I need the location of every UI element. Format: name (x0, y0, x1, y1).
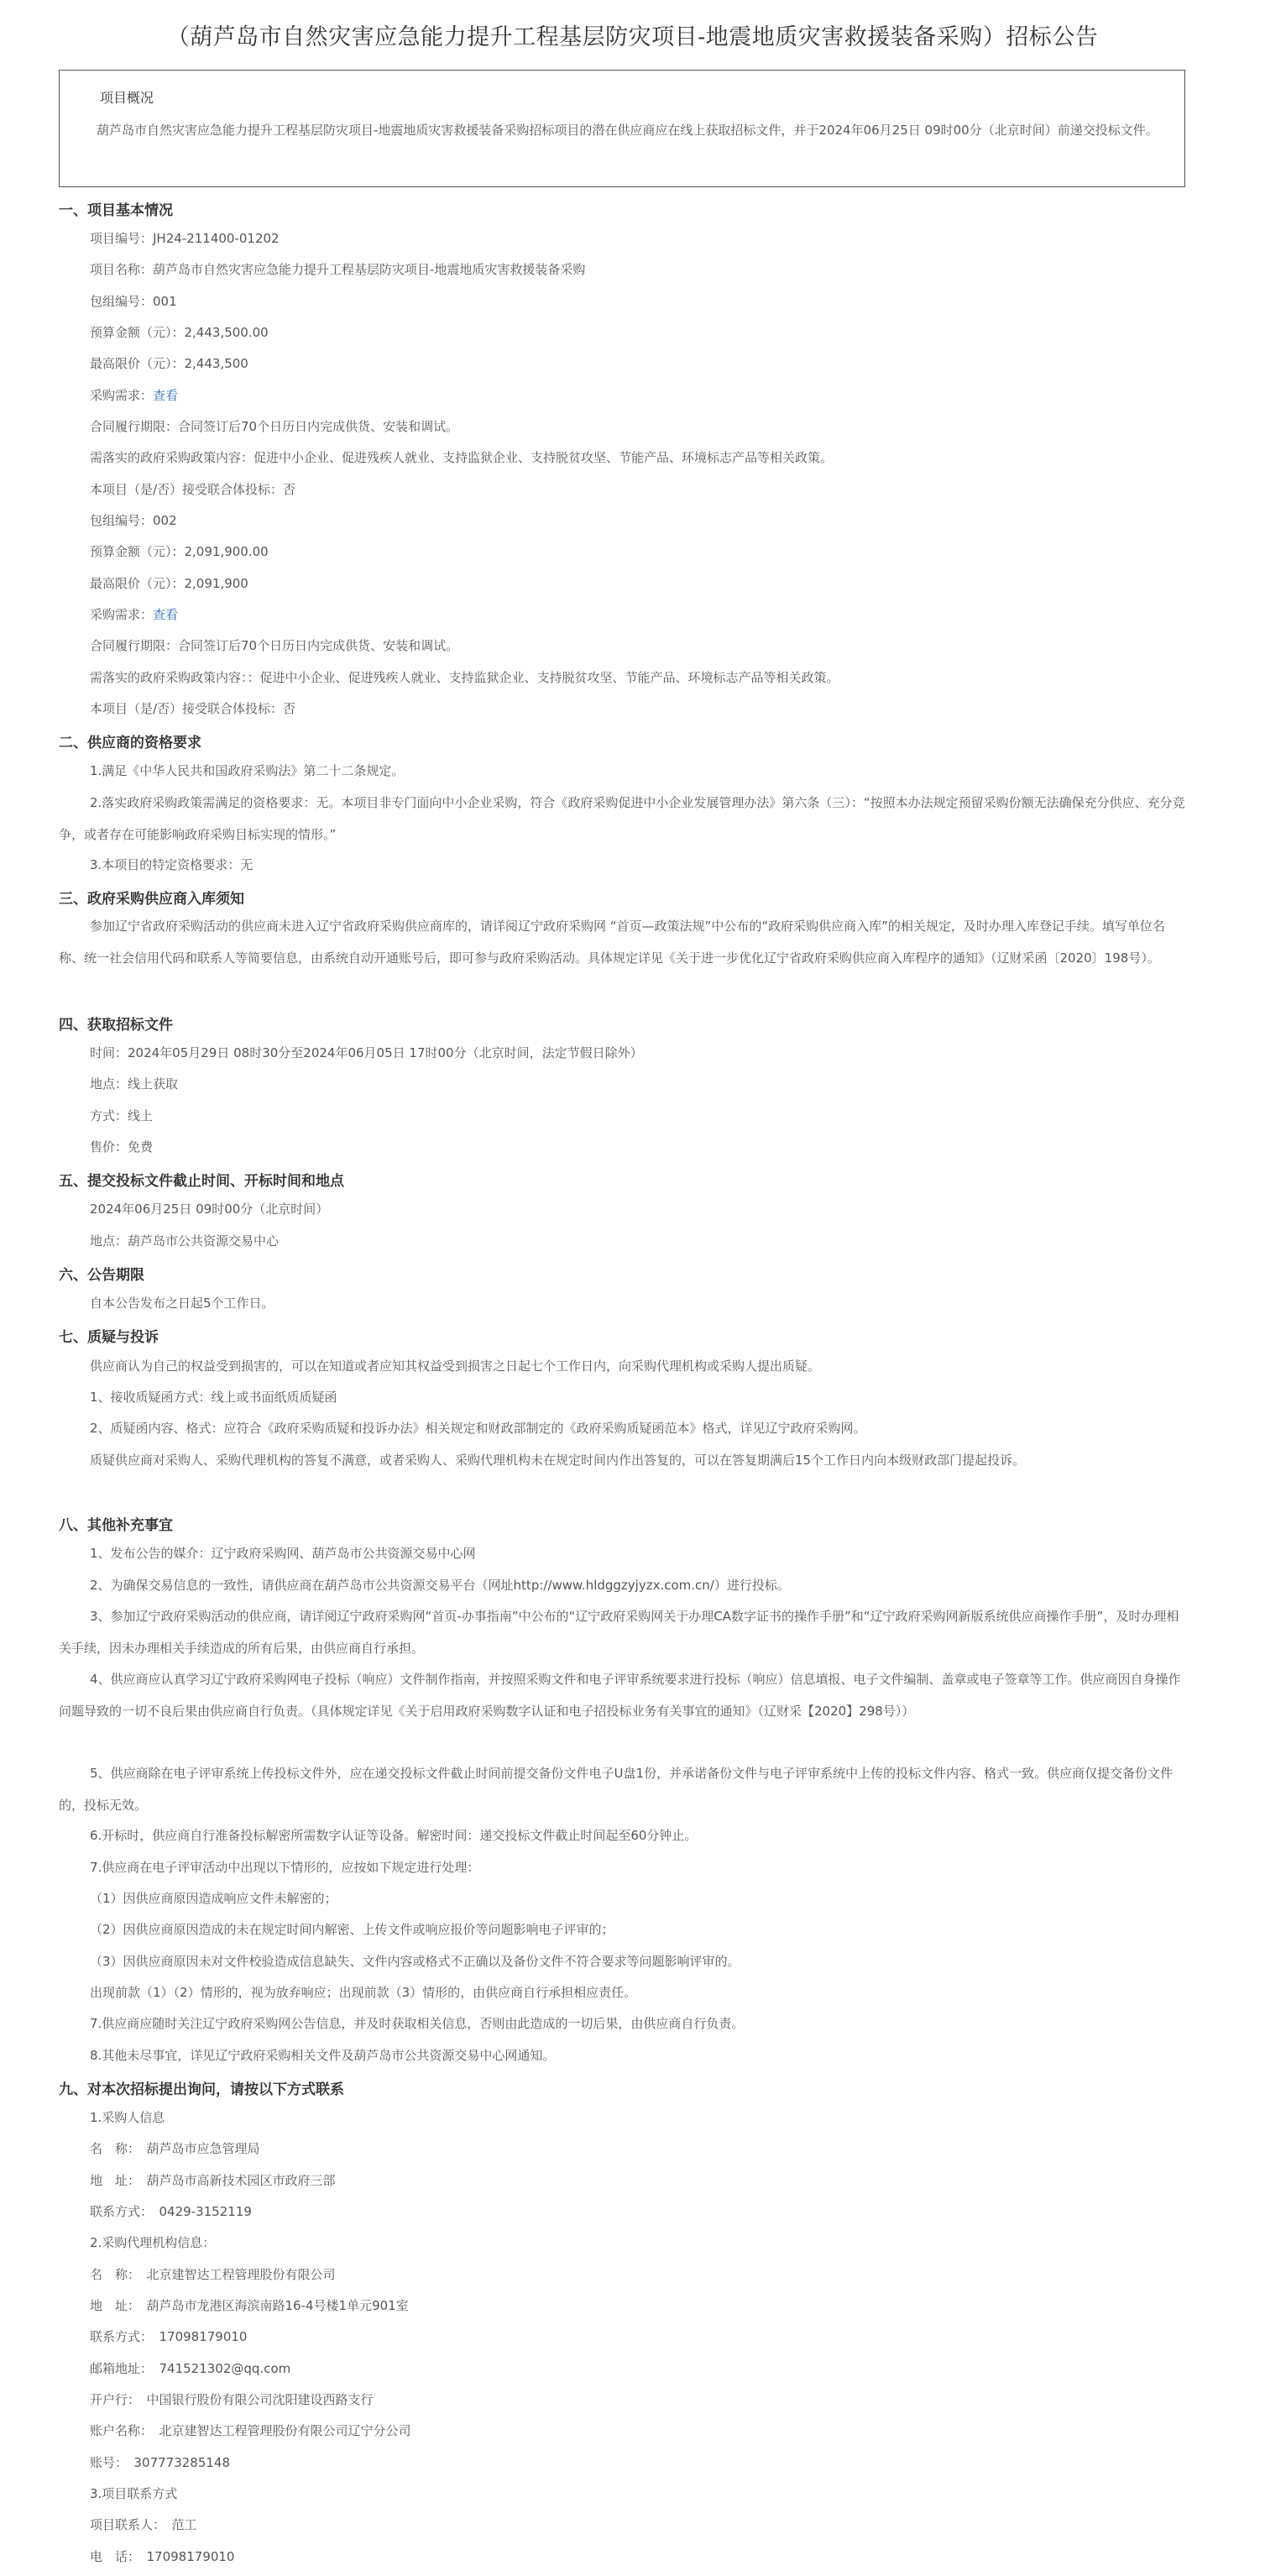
agent-account-number: 账号： 307773285148 (90, 2455, 231, 2470)
package-1-demand-link[interactable]: 查看 (153, 388, 179, 403)
package-1-demand (90, 386, 178, 404)
contact-info-title: 3.项目联系方式 (90, 2486, 178, 2501)
complaint-intro: 供应商认为自己的权益受到损害的，可以在知道或者应知其权益受到损害之日起七个工作日内，向采购代理机构或采购人提出质疑。 (90, 1359, 821, 1374)
agent-phone: 联系方式： 17098179010 (90, 2329, 248, 2344)
supplementary-item-7: 7.供应商在电子评审活动中出现以下情形的，应按如下规定进行处理： (90, 1860, 480, 1875)
complaint-item-2: 2、质疑函内容、格式：应符合《政府采购质疑和投诉办法》相关规定和财政部制定的《政府采购质疑函范本》格式，详见辽宁政府采购网。 (90, 1421, 866, 1436)
package-1-number: 包组编号：001 (90, 294, 177, 309)
supplementary-item-7b: 7.供应商应随时关注辽宁政府采购网公告信息，并及时获取相关信息，否则由此造成的一切后果，由供应商自行负责。 (90, 2016, 745, 2031)
package-1-max-price: 最高限价（元）：2,443,500 (90, 356, 248, 371)
buyer-address: 地 址： 葫芦岛市高新技术园区市政府三部 (90, 2173, 336, 2188)
package-2-max-price: 最高限价（元）：2,091,900 (90, 576, 248, 591)
supplementary-item-4: 4、供应商应认真学习辽宁政府采购网电子投标（响应）文件制作指南，并按照采购文件和电子评审系统要求进行投标（响应）信息填报、电子文件编制、盖章或电子签章等工作。供应商因自身操作问题导致的一切不良后果由供应商自行负责。（具体规定详见《关于启用政府采购数字认证和电子招投标业务有关事宜的通知》（辽财采【2020】298号）） (59, 1672, 1181, 1719)
complaint-escalation: 质疑供应商对采购人、采购代理机构的答复不满意，或者采购人、采购代理机构未在规定时间内作出答复的，可以在答复期满后15个工作日内向本级财政部门提起投诉。 (90, 1453, 1026, 1468)
section-3-heading: 三、政府采购供应商入库须知 (59, 891, 244, 908)
package-2-budget: 预算金额（元）：2,091,900.00 (90, 544, 269, 559)
project-number: 项目编号：JH24-211400-01202 (90, 231, 280, 246)
agent-address: 地 址： 葫芦岛市龙港区海滨南路16-4号楼1单元901室 (90, 2298, 409, 2313)
project-overview-box (59, 70, 1185, 187)
supplementary-item-8: 8.其他未尽事宜，详见辽宁政府采购相关文件及葫芦岛市公共资源交易中心网通知。 (90, 2048, 556, 2063)
supplementary-sub-2: （2）因供应商原因造成的未在规定时间内解密、上传文件或响应报价等问题影响电子评审的； (90, 1922, 614, 1937)
section-7-heading: 七、质疑与投诉 (59, 1329, 159, 1346)
buyer-name: 名 称： 葫芦岛市应急管理局 (90, 2141, 260, 2156)
supplementary-note: 出现前款（1）（2）情形的，视为放弃响应；出现前款（3）情形的，由供应商自行承担相应责任。 (90, 1985, 637, 2000)
complaint-item-1: 1、接收质疑函方式：线上或书面纸质质疑函 (90, 1390, 337, 1405)
project-name: 项目名称：葫芦岛市自然灾害应急能力提升工程基层防灾项目-地震地质灾害救援装备采购 (90, 262, 586, 277)
agent-account-name: 账户名称： 北京建智达工程管理股份有限公司辽宁分公司 (90, 2423, 411, 2438)
contact-person: 项目联系人： 范工 (90, 2517, 197, 2532)
supplementary-sub-3: （3）因供应商原因未对文件校验造成信息缺失、文件内容或格式不正确以及备份文件不符合要求等问题影响评审的。 (90, 1954, 740, 1969)
announcement-period: 自本公告发布之日起5个工作日。 (90, 1296, 274, 1311)
agent-bank: 开户行： 中国银行股份有限公司沈阳建设西路支行 (90, 2392, 374, 2407)
package-2-contract-period: 合同履行期限：合同签订后70个日历日内完成供货、安装和调试。 (90, 638, 459, 653)
buyer-phone: 联系方式： 0429-3152119 (90, 2204, 252, 2219)
buyer-info-title: 1.采购人信息 (90, 2110, 165, 2125)
agent-email: 邮箱地址： 741521302@qq.com (90, 2361, 291, 2376)
package-2-policy: 需落实的政府采购政策内容：：促进中小企业、促进残疾人就业、支持监狱企业、支持脱贫攻坚、节能产品、环境标志产品等相关政策。 (90, 670, 839, 685)
supplementary-sub-1: （1）因供应商原因造成响应文件未解密的； (90, 1891, 337, 1906)
package-1-budget: 预算金额（元）：2,443,500.00 (90, 325, 269, 340)
supplementary-item-3: 3、参加辽宁政府采购活动的供应商，请详阅辽宁政府采购网“首页-办事指南”中公布的“辽宁政府采购网关于办理CA数字证书的操作手册”和“辽宁政府采购网新版系统供应商操作手册”，及时办理相关手续，因未办理相关手续造成的所有后果，由供应商自行承担。 (59, 1609, 1179, 1656)
package-1-policy: 需落实的政府采购政策内容：促进中小企业、促进残疾人就业、支持监狱企业、支持脱贫攻坚、节能产品、环境标志产品等相关政策。 (90, 450, 834, 465)
package-2-demand-link[interactable]: 查看 (153, 607, 179, 622)
section-4-heading: 四、获取招标文件 (59, 1017, 173, 1034)
supplementary-item-1: 1、发布公告的媒介：辽宁政府采购网、葫芦岛市公共资源交易中心网 (90, 1546, 476, 1561)
qualification-1: 1.满足《中华人民共和国政府采购法》第二十二条规定。 (90, 763, 405, 778)
document-place: 地点：线上获取 (90, 1076, 179, 1092)
supplementary-item-2: 2、为确保交易信息的一致性，请供应商在葫芦岛市公共资源交易平台（网址http://www.hldggzyjyzx.com.cn/）进行投标。 (90, 1578, 790, 1593)
supplementary-item-5: 5、供应商除在电子评审系统上传投标文件外，应在递交投标文件截止时间前提交备份文件电子U盘1份，并承诺备份文件与电子评审系统中上传的投标文件内容、格式一致。供应商仅提交备份文件的，投标无效。 (59, 1766, 1174, 1813)
section-1-heading: 一、项目基本情况 (59, 202, 173, 219)
section-2-heading: 二、供应商的资格要求 (59, 735, 201, 751)
section-6-heading: 六、公告期限 (59, 1267, 144, 1284)
qualification-3: 3.本项目的特定资格要求：无 (90, 857, 254, 872)
section-5-heading: 五、提交投标文件截止时间、开标时间和地点 (59, 1173, 344, 1190)
demand-label: 采购需求： (90, 388, 154, 403)
document-price: 售价：免费 (90, 1139, 154, 1154)
page-title: （葫芦岛市自然灾害应急能力提升工程基层防灾项目-地震地质灾害救援装备采购）招标公告 (166, 24, 1099, 50)
overview-heading: 项目概况 (100, 90, 154, 106)
section-8-heading: 八、其他补充事宜 (59, 1517, 173, 1534)
contact-phone: 电 话： 17098179010 (90, 2549, 235, 2564)
document-time: 时间：2024年05月29日 08时30分至2024年06月05日 17时00分（北京时间，法定节假日除外） (90, 1045, 643, 1060)
package-2-consortium: 本项目（是/否）接受联合体投标：否 (90, 701, 296, 716)
supplementary-item-6: 6.开标时，供应商自行准备投标解密所需数字认证等设备。解密时间：递交投标文件截止时间起至60分钟止。 (90, 1828, 698, 1843)
deadline-time: 2024年06月25日 09时00分（北京时间） (90, 1202, 329, 1217)
deadline-place: 地点：葫芦岛市公共资源交易中心 (90, 1233, 280, 1249)
demand-label: 采购需求： (90, 607, 154, 622)
agent-info-title: 2.采购代理机构信息： (90, 2235, 216, 2250)
package-2-demand (90, 605, 178, 623)
qualification-2: 2.落实政府采购政策需满足的资格要求：无。本项目非专门面向中小企业采购，符合《政府采购促进中小企业发展管理办法》第六条（三）：“按照本办法规定预留采购份额无法确保充分供应、充分竞争，或者存在可能影响政府采购目标实现的情形。” (59, 795, 1185, 842)
package-1-consortium: 本项目（是/否）接受联合体投标：否 (90, 482, 296, 497)
section-9-heading: 九、对本次招标提出询问，请按以下方式联系 (59, 2081, 344, 2098)
package-2-number: 包组编号：002 (90, 513, 177, 528)
document-method: 方式：线上 (90, 1108, 154, 1123)
package-1-contract-period: 合同履行期限：合同签订后70个日历日内完成供货、安装和调试。 (90, 419, 459, 434)
agent-name: 名 称： 北京建智达工程管理股份有限公司 (90, 2267, 336, 2282)
overview-text: 葫芦岛市自然灾害应急能力提升工程基层防灾项目-地震地质灾害救援装备采购招标项目的潜在供应商应在线上获取招标文件，并于2024年06月25日 09时00分（北京时间）前递交投标文件。 (97, 123, 1158, 138)
supplier-registration-notice: 参加辽宁省政府采购活动的供应商未进入辽宁省政府采购供应商库的，请详阅辽宁政府采购网 “首页—政策法规”中公布的“政府采购供应商入库”的相关规定，及时办理入库登记手续。填写单位名称、统一社会信用代码和联系人等简要信息，由系统自动开通账号后，即可参与政府采购活动。具体规定详见《关于进一步优化辽宁省政府采购供应商入库程序的通知》（辽财采函〔2020〕198号）。 (59, 919, 1165, 966)
